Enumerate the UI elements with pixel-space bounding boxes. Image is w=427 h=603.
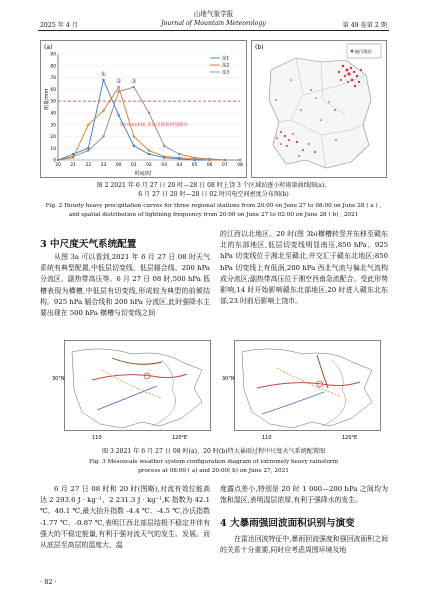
y-tick-label: 70 <box>50 76 56 82</box>
section4-title: 4 大暴雨强回波面积识别与演变 <box>220 518 355 529</box>
fig3b-lat-label: 30°N <box>222 376 235 382</box>
x-tick-label: 07 <box>222 163 228 168</box>
journal-title-cn: 山地气象学报 <box>193 10 234 18</box>
x-tick-label: 21 <box>70 163 76 168</box>
fig3b-lon-label-120: 120°E <box>342 435 358 441</box>
data-point <box>163 145 165 147</box>
x-tick-label: 02 <box>146 163 152 168</box>
data-point <box>178 156 180 158</box>
data-point <box>148 112 150 114</box>
x-tick-label: 08 <box>237 163 243 168</box>
chart-ylabel: 雨量/mm <box>44 88 50 110</box>
y-tick-label: 0 <box>53 158 56 164</box>
map-legend-text: 地闪频次 <box>355 49 372 54</box>
data-point <box>239 159 241 161</box>
fig2-caption-cn-1: 图 2 2021 年 6 月 27 日 20 时—28 日 08 时上饶 3 个区域站逐小时雨量曲线图(a)、 <box>96 182 331 189</box>
data-point <box>133 145 135 147</box>
x-tick-label: 20 <box>55 163 61 168</box>
x-tick-label: 03 <box>161 163 167 168</box>
legend-dot-icon <box>351 50 354 53</box>
y-tick-label: 60 <box>50 87 56 93</box>
peak-marker: ③ <box>131 77 137 85</box>
legend-label: 站1 <box>222 56 230 62</box>
fig3-map-b <box>222 340 382 442</box>
province-outline <box>269 58 371 168</box>
x-tick-label: 23 <box>100 163 107 168</box>
fig3a-lat-label: 30°N <box>52 376 65 382</box>
fig3a-lon-label-120: 120°E <box>172 435 188 441</box>
journal-title-en: Journal of Mountain Meteorology <box>161 20 266 27</box>
section3-title: 3 中尺度天气系统配置 <box>40 239 137 250</box>
y-tick-label: 20 <box>50 135 56 141</box>
data-point <box>102 135 104 137</box>
fig2-caption-en-1: Fig. 2 Hourly heavy precipitation curves for three regional stations from 20:00 on June 27 to 08:00 on June 28 ( a ) , <box>45 203 382 209</box>
fig2-caption-cn-2: 6 月 27 日 20 时—28 日 02 时闪电空间密度分布图(b) <box>138 191 289 198</box>
data-point <box>87 149 89 151</box>
x-tick-label: 05 <box>191 163 198 168</box>
data-point <box>224 159 226 161</box>
x-tick-label: 22 <box>85 163 92 168</box>
data-point <box>148 149 150 151</box>
data-point <box>102 79 104 81</box>
fig3-caption-en-2: process at 08:00 ( a) and 20:00( b) on June 27, 2021 <box>138 468 289 474</box>
data-point <box>133 86 135 88</box>
y-tick-label: 10 <box>50 146 56 152</box>
fig3-map-a <box>52 340 212 442</box>
lower-right-paragraph: 度露点差小,特别是 20 时 1 000—200 hPa 之间均为饱和湿区,表明湿层浓厚,有利于强降水的发生。 <box>220 485 388 505</box>
data-point <box>72 155 74 157</box>
data-point <box>148 153 150 155</box>
header-date: 2025 年 4 月 <box>40 22 78 29</box>
x-tick-label: 00 <box>115 163 122 168</box>
data-point <box>87 123 89 125</box>
page-number: · 82 · <box>40 578 57 586</box>
header-volume: 第 49 卷第 2 期 <box>342 22 387 29</box>
x-tick-label: 06 <box>206 163 213 168</box>
fig3-caption-en-1: Fig. 3 Mesoscale weather system configuration diagram of extremely heavy rainstorm <box>89 459 338 465</box>
fig2-caption-en-2: and spatial distribution of lightning frequency from 20:00 on June 27 to 02:00 on June 28 ( b) , 2021 <box>68 212 359 218</box>
section3-right-paragraph: 的江西以北地区。20 时(图 3b)横槽转竖并东移至赣东北的东部地区,低层切变线明显南压,850 hPa、925 hPa 切变线位于湘北至赣北,并交汇于赣东北地区;850 hPa 切变线上有低涡,200 hPa 西北气流与偏北气流构成分流区;副热带高压位于湘空西南急流配合。受此形势影响,14 时开始影响赣东北部地区,20 时进入赣东北东部,23 时前后影响上饶市。 <box>220 230 388 306</box>
fig3b-lon-label-110: 110 <box>262 435 272 441</box>
data-point <box>133 135 135 137</box>
data-point <box>193 156 195 158</box>
y-tick-label: 30 <box>50 123 56 129</box>
data-point <box>57 159 59 161</box>
data-point <box>178 153 180 155</box>
threshold-annotation: 50 mm/h线 多站出现短时强降水 <box>120 123 189 128</box>
lower-left-paragraph: 6 月 27 日 08 时和 20 时(图略),对流有效位能高达 2 293.6 J · kg⁻¹、2 231.3 J · kg⁻¹,K 指数为 42.1 ℃、40.1 ℃,最大抬升指数 -4.4 ℃、-4.5 ℃,沙氏指数 -1.77 ℃、-0.87 ℃,表明江西北部层结极不稳定并伴有强大的不稳定能量,有利于强对流天气的发生、发展。而从底层至高层的湿度大、温 <box>40 485 210 550</box>
peak-marker: ② <box>115 77 122 85</box>
fig3-caption-cn: 图 3 2021 年 6 月 27 日 08 时(a)、20 时(b)特大暴雨过程中尺度天气系统配置图 <box>101 448 326 455</box>
y-tick-label: 90 <box>50 52 56 58</box>
legend-label: 站2 <box>222 63 230 69</box>
data-point <box>117 90 119 92</box>
x-tick-label: 04 <box>176 163 183 168</box>
data-point <box>163 155 165 157</box>
data-point <box>117 114 119 116</box>
x-tick-label: 01 <box>131 163 137 168</box>
peak-marker: ① <box>100 70 107 78</box>
y-tick-label: 50 <box>50 99 56 105</box>
fig2-panel-a-label: (a) <box>44 44 53 51</box>
header-rule <box>38 30 389 31</box>
y-tick-label: 40 <box>50 111 56 117</box>
section3-left-paragraph: 从图 3a 可以看到,2021 年 6 月 27 日 08 时天气系统有典型配置,中低层切变线、低层辐合线、200 hPa 分流区、副热带高压等。6 月 27 日 08 时,500 hPa 低槽表现为横槽,中低层有切变线,形成较为典型的前倾结构。925 hPa 辐合线和 200 hPa 分流区,此时强降水主要出现在 500 hPa 横槽与切变线之间 <box>40 253 210 318</box>
data-point <box>102 109 104 111</box>
fig3a-lon-label-110: 110 <box>92 435 102 441</box>
legend-label: 站3 <box>222 70 230 76</box>
data-point <box>208 158 210 160</box>
y-tick-label: 80 <box>50 64 56 70</box>
fig2-panel-a <box>40 40 247 178</box>
chart-xlabel: 时间/时 <box>134 171 152 177</box>
fig2-panel-b-label: (b) <box>255 44 264 51</box>
data-point <box>87 147 89 149</box>
data-point <box>117 86 119 88</box>
section4-paragraph: 在雷达回波特征中,暴雨回波强度和强回波面积之间的关系十分重要,同时应考虑周围环境及地 <box>220 535 388 555</box>
fig2-panel-b <box>251 40 387 178</box>
